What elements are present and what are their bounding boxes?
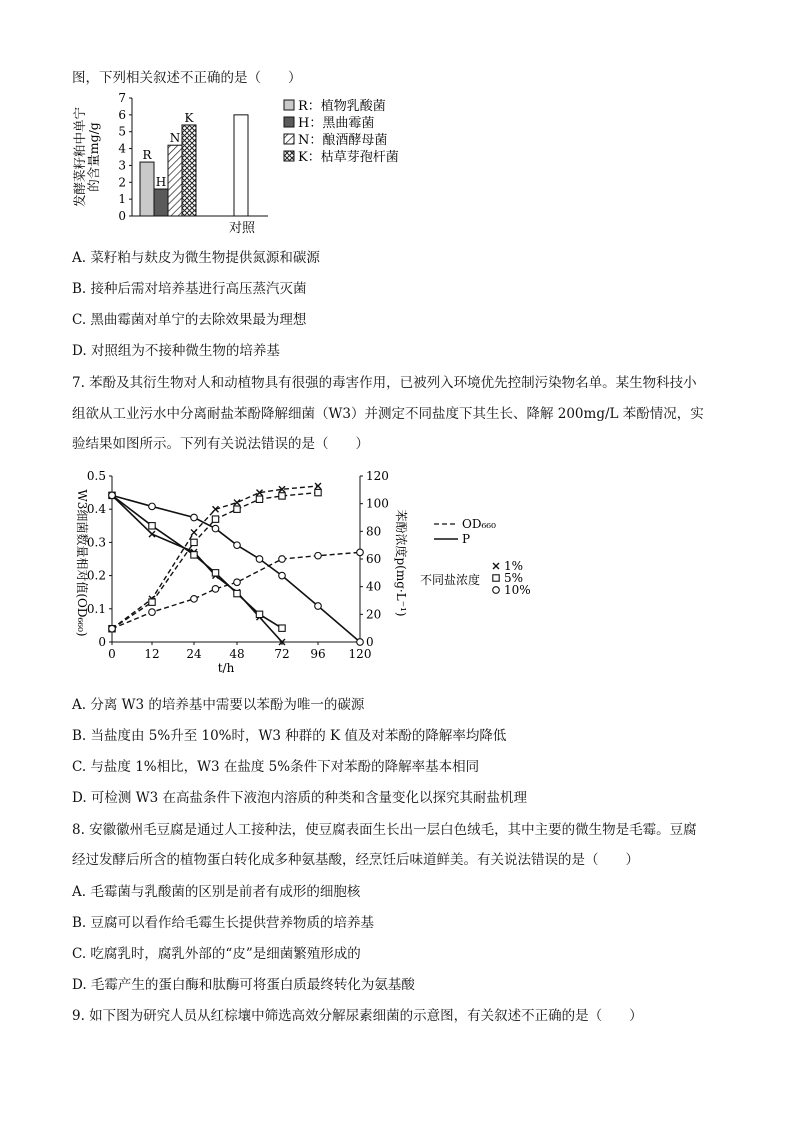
legend-salt-1: 5%: [504, 571, 524, 585]
bar-R: [140, 162, 154, 216]
legend-label-H: H：黑曲霉菌: [298, 116, 375, 131]
bar-label-N: N: [169, 131, 181, 146]
marker-square: [234, 506, 240, 512]
marker-square: [256, 496, 262, 502]
q7-option-a: A. 分离 W3 的培养基中需要以苯酚为唯一的碳源: [72, 697, 365, 713]
bar-N: [168, 145, 182, 216]
bar-y-tick-label: 1: [118, 192, 126, 207]
left-tick-label: 0.1: [86, 601, 106, 616]
series-od-square: [109, 489, 321, 632]
marker-x: [493, 563, 499, 569]
x-tick-label: 120: [348, 647, 372, 661]
legend-salt-0: 1%: [504, 559, 524, 573]
marker-circle: [357, 549, 364, 556]
x-tick-label: 48: [229, 647, 245, 661]
bar-y-label-line: 的含量mg/g: [86, 122, 101, 192]
marker-square: [279, 493, 285, 499]
q7-option-c: C. 与盐度 1%相比，W3 在盐度 5%条件下对苯酚的降解率基本相同: [72, 759, 480, 775]
bar-y-label-line: 发酵菜籽粕中单宁: [72, 106, 87, 208]
legend-salt-title: 不同盐浓度: [420, 573, 481, 587]
marker-circle: [109, 492, 116, 499]
x-tick-label: 96: [310, 647, 326, 661]
marker-square: [279, 625, 285, 631]
marker-square: [234, 590, 240, 596]
marker-circle: [212, 525, 219, 532]
legend-p-label: P: [462, 532, 471, 546]
bar-K: [182, 125, 196, 216]
bar-legend: [284, 98, 399, 165]
legend-od-label: OD₆₆₀: [462, 517, 496, 531]
marker-circle: [109, 625, 116, 632]
series-p-circle: [109, 492, 364, 645]
bar-对照: [234, 115, 248, 216]
series-line: [112, 493, 318, 629]
legend-swatch-R: [284, 100, 294, 110]
marker-circle: [149, 503, 156, 510]
bar-label-H: H: [155, 175, 167, 190]
q8-option-c: C. 吃腐乳时，腐乳外部的“皮”是细菌繁殖形成的: [72, 946, 361, 962]
series-line: [112, 495, 360, 642]
tannin-bar-chart: [72, 88, 432, 240]
phenol-line-chart: [72, 462, 552, 684]
q9-stem: 9. 如下图为研究人员从红棕壤中筛选高效分解尿素细菌的示意图，有关叙述不正确的是（ ）: [72, 1008, 643, 1024]
bar-y-tick-label: 3: [118, 158, 126, 173]
right-tick-label: 120: [366, 469, 389, 483]
x-tick-label: 0: [108, 647, 116, 661]
bar-y-tick-label: 5: [118, 124, 126, 139]
right-tick-label: 0: [366, 635, 374, 649]
marker-square: [256, 611, 262, 617]
legend-salt-2: 10%: [504, 583, 531, 597]
marker-circle: [191, 596, 198, 603]
bar-y-tick-label: 0: [118, 209, 126, 223]
marker-square: [493, 575, 499, 581]
q8-stem-line-2: 经过发酵后所含的植物蛋白转化成多种氨基酸，经烹饪后味道鲜美。有关说法错误的是（ ）: [72, 852, 639, 868]
marker-square: [191, 552, 197, 558]
bar-y-tick-label: 7: [118, 91, 126, 105]
marker-x: [149, 531, 155, 537]
q7-option-b: B. 当盐度由 5%升至 10%时，W3 种群的 K 值及对苯酚的降解率均降低: [72, 728, 507, 744]
legend-label-R: R：植物乳酸菌: [298, 99, 386, 114]
marker-circle: [234, 579, 241, 586]
line-legend: [420, 517, 531, 597]
q7-stem-line-2: 组欲从工业污水中分离耐盐苯酚降解细菌（W3）并测定不同盐度下其生长、降解 200mg/L 苯酚情况，实: [72, 406, 704, 422]
series-line: [112, 486, 318, 629]
marker-square: [149, 599, 155, 605]
marker-square: [191, 539, 197, 545]
left-axis-label: W3细菌数量相对值(OD₆₆₀): [75, 489, 89, 637]
legend-label-K: K：枯草芽孢杆菌: [298, 150, 399, 165]
marker-circle: [279, 572, 286, 579]
bar-label-K: K: [184, 110, 194, 125]
marker-square: [212, 516, 218, 522]
right-axis-label: 苯酚浓度p(mg·L⁻¹): [394, 509, 408, 617]
legend-swatch-K: [284, 151, 294, 161]
q8-stem-line-1: 8. 安徽徽州毛豆腐是通过人工接种法，使豆腐表面生长出一层白色绒毛，其中主要的微生物是毛霉。豆腐: [72, 822, 697, 838]
left-tick-label: 0.5: [86, 469, 106, 483]
marker-circle: [234, 542, 241, 549]
q8-option-d: D. 毛霉产生的蛋白酶和肽酶可将蛋白质最终转化为氨基酸: [72, 977, 415, 993]
x-tick-label: 12: [144, 647, 160, 661]
marker-circle: [315, 603, 322, 610]
right-tick-label: 60: [366, 552, 382, 566]
left-tick-label: 0.4: [86, 502, 106, 517]
bar-y-axis-label: [72, 107, 101, 207]
legend-label-N: N：酿酒酵母菌: [298, 133, 388, 148]
right-tick-label: 40: [366, 579, 382, 594]
q6-option-c: C. 黑曲霉菌对单宁的去除效果最为理想: [72, 312, 307, 328]
marker-circle: [149, 609, 156, 616]
legend-swatch-N: [284, 134, 294, 144]
marker-x: [191, 529, 197, 535]
marker-circle: [279, 556, 286, 563]
left-tick-label: 0: [98, 635, 106, 649]
x-axis-label: t/h: [217, 661, 235, 675]
intro-line: 图，下列相关叙述不正确的是（ ）: [72, 70, 302, 86]
bar-control-label: 对照: [228, 221, 256, 236]
q7-option-d: D. 可检测 W3 在高盐条件下液泡内溶质的种类和含量变化以探究其耐盐机理: [72, 790, 527, 806]
q6-option-d: D. 对照组为不接种微生物的培养基: [72, 343, 280, 359]
bar-label-R: R: [142, 148, 152, 163]
q8-option-a: A. 毛霉菌与乳酸菌的区别是前者有成形的细胞核: [72, 884, 361, 900]
bar-H: [154, 189, 168, 216]
marker-square: [149, 523, 155, 529]
marker-circle: [256, 556, 263, 563]
marker-square: [212, 570, 218, 576]
right-tick-label: 20: [366, 607, 382, 622]
x-tick-label: 24: [186, 647, 202, 661]
q7-stem-line-1: 7. 苯酚及其衍生物对人和动植物具有很强的毒害作用，已被列入环境优先控制污染物名单。某生物科技小: [72, 375, 697, 391]
q7-stem-line-3: 验结果如图所示。下列有关说法错误的是（ ）: [72, 436, 369, 452]
left-tick-label: 0.3: [86, 535, 106, 550]
bar-y-tick-label: 6: [118, 107, 126, 122]
bar-y-tick-label: 2: [118, 175, 126, 190]
bar-y-tick-label: 4: [118, 141, 126, 156]
q6-option-a: A. 菜籽粕与麸皮为微生物提供氮源和碳源: [72, 250, 320, 266]
marker-circle: [315, 552, 322, 559]
q6-option-b: B. 接种后需对培养基进行高压蒸汽灭菌: [72, 281, 307, 297]
x-tick-label: 72: [274, 647, 290, 661]
marker-circle: [191, 514, 198, 521]
left-tick-label: 0.2: [86, 568, 106, 583]
right-tick-label: 100: [366, 496, 389, 511]
marker-circle: [357, 639, 364, 646]
marker-circle: [493, 587, 500, 594]
right-tick-label: 80: [366, 524, 382, 539]
q8-option-b: B. 豆腐可以看作给毛霉生长提供营养物质的培养基: [72, 915, 375, 931]
legend-swatch-H: [284, 117, 294, 127]
marker-circle: [212, 586, 219, 593]
marker-square: [315, 489, 321, 495]
